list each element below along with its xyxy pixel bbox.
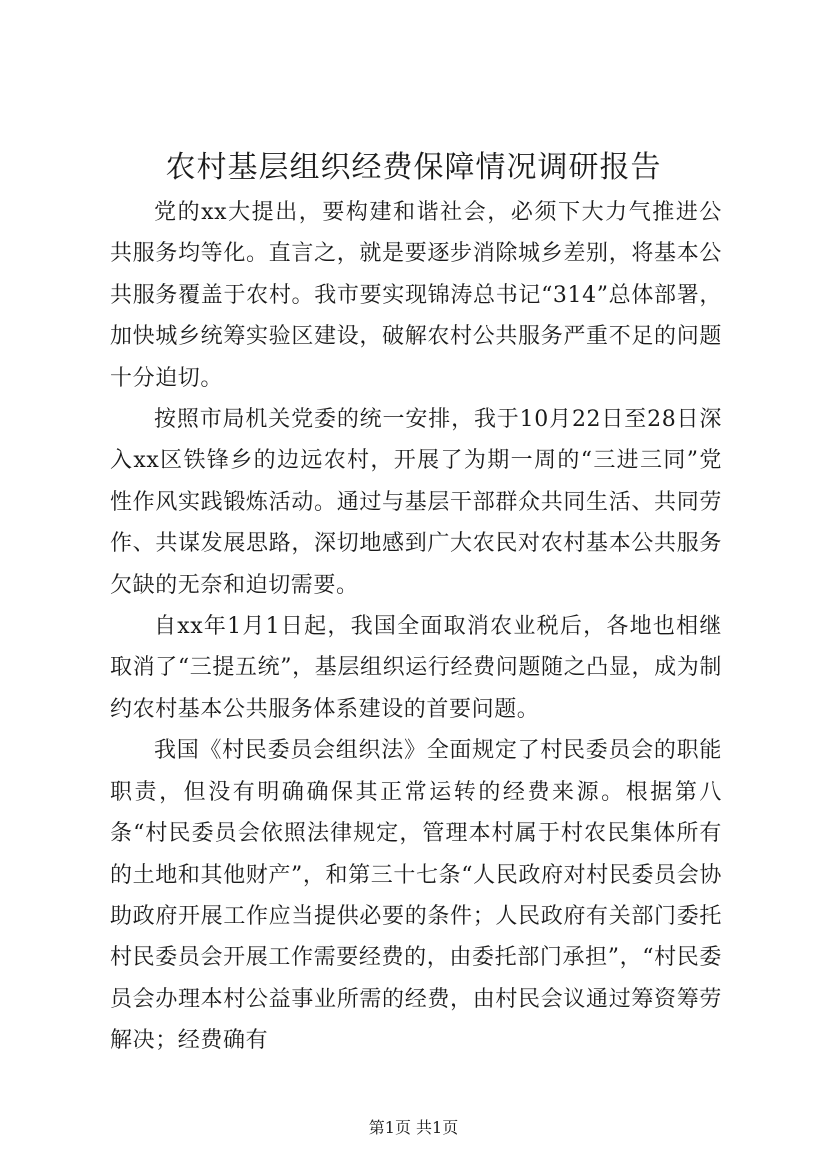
paragraph-3: 自xx年1月1日起，我国全面取消农业税后，各地也相继取消了“三提五统”，基层组织运行经费问题随之凸显，成为制约农村基本公共服务体系建设的首要问题。 [110,614,722,722]
document-body [110,192,722,1062]
page-footer: 第1页 共1页 [368,1118,459,1137]
paragraph-1: 党的xx大提出，要构建和谐社会，必须下大力气推进公共服务均等化。直言之，就是要逐步消除城乡差别，将基本公共服务覆盖于农村。我市要实现锦涛总书记“314”总体部署，加快城乡统筹实验区建设，破解农村公共服务严重不足的问题十分迫切。 [110,200,722,391]
paragraph-4: 我国《村民委员会组织法》全面规定了村民委员会的职能职责，但没有明确确保其正常运转的经费来源。根据第八条“村民委员会依照法律规定，管理本村属于村农民集体所有的土地和其他财产”，和第三十七条“人民政府对村民委员会协助政府开展工作应当提供必要的条件；人民政府有关部门委托村民委员会开展工作需要经费的，由委托部门承担”，“村民委员会办理本村公益事业所需的经费，由村民会议通过筹资筹劳解决；经费确有 [110,738,722,1054]
document-title: 农村基层组织经费保障情况调研报告 [165,150,662,185]
paragraph-2: 按照市局机关党委的统一安排，我于10月22日至28日深入xx区铁锋乡的边远农村，开展了为期一周的“三进三同”党性作风实践锻炼活动。通过与基层干部群众共同生活、共同劳作、共谋发展思路，深切地感到广大农民对农村基本公共服务欠缺的无奈和迫切需要。 [110,407,722,598]
